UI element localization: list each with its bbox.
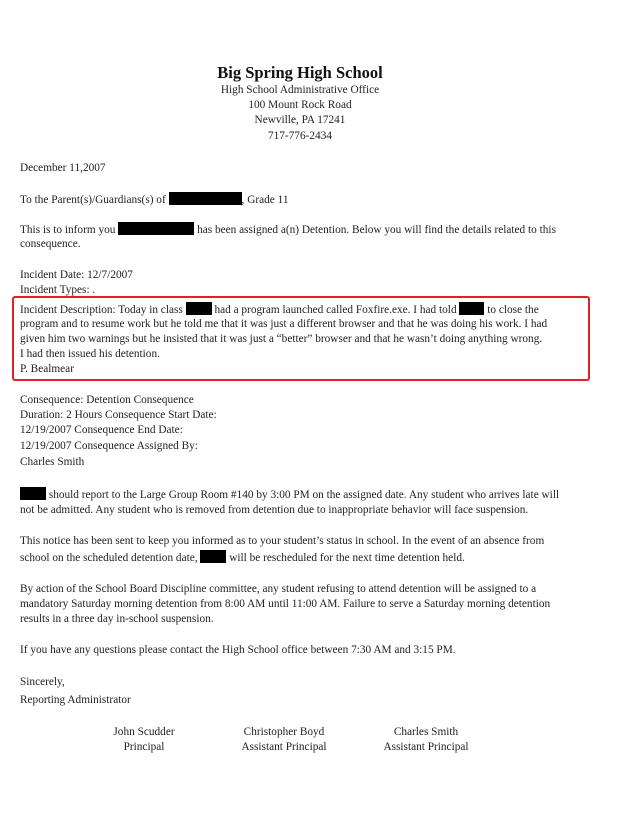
assigned-by: Charles Smith bbox=[20, 456, 85, 468]
inform-line-2: consequence. bbox=[20, 238, 81, 250]
redacted-student-name bbox=[459, 302, 484, 315]
signature-name: John Scudder bbox=[113, 726, 175, 738]
start-date: 12/19/2007 Consequence End Date: bbox=[20, 424, 183, 436]
office-name: High School Administrative Office bbox=[220, 84, 380, 96]
salutation-prefix: To the Parent(s)/Guardians(s) of bbox=[20, 194, 166, 206]
incident-types: Incident Types: . bbox=[20, 284, 96, 296]
signature-title: Assistant Principal bbox=[383, 741, 469, 753]
redacted-student-name bbox=[169, 192, 242, 205]
paragraph-notice-line-1: This notice has been sent to keep you informed as to your student’s status in school. In the event of an absence from bbox=[20, 535, 545, 547]
signature-name: Charles Smith bbox=[393, 726, 459, 738]
redacted-student-name bbox=[118, 222, 194, 235]
salutation bbox=[20, 192, 289, 208]
salutation-suffix: , Grade 11 bbox=[241, 194, 289, 206]
phone-number: 717-776-2434 bbox=[267, 130, 332, 142]
signature-assistant-principal-1 bbox=[224, 725, 344, 755]
paragraph-report-line-2: not be admitted. Any student who is removed from detention due to inappropriate behavior will face suspension. bbox=[20, 504, 529, 516]
description-part-b: had a program launched called Foxfire.exe. I had told bbox=[214, 304, 457, 316]
paragraph-policy-line-1: By action of the School Board Discipline committee, any student refusing to attend detention will be assigned to a bbox=[20, 583, 537, 595]
description-author: P. Bealmear bbox=[20, 363, 74, 375]
paragraph-policy-line-2: mandatory Saturday morning detention from 8:00 AM until 11:00 AM. Failure to serve a Saturday morning detention bbox=[20, 598, 551, 610]
description-part-a: Incident Description: Today in class bbox=[20, 304, 183, 316]
school-name: Big Spring High School bbox=[217, 63, 383, 82]
notice-part-a: school on the scheduled detention date, bbox=[20, 552, 198, 564]
paragraph-policy-line-3: results in a three day in-school suspension. bbox=[20, 613, 214, 625]
signature-principal bbox=[94, 725, 194, 755]
inform-prefix: This is to inform you bbox=[20, 224, 116, 236]
description-line-1 bbox=[20, 302, 539, 318]
closing-role: Reporting Administrator bbox=[20, 694, 131, 706]
end-date: 12/19/2007 Consequence Assigned By: bbox=[20, 440, 198, 452]
paragraph-notice-line-2 bbox=[20, 550, 465, 566]
redacted-student-name bbox=[200, 550, 226, 563]
consequence: Consequence: Detention Consequence bbox=[20, 394, 194, 406]
redacted-student-name bbox=[186, 302, 212, 315]
letter-date: December 11,2007 bbox=[20, 162, 106, 174]
report-text: should report to the Large Group Room #140 by 3:00 PM on the assigned date. Any student who arrives late will bbox=[48, 489, 560, 501]
inform-suffix: has been assigned a(n) Detention. Below you will find the details related to this bbox=[197, 224, 556, 236]
closing: Sincerely, bbox=[20, 676, 65, 688]
address-city: Newville, PA 17241 bbox=[254, 114, 346, 126]
paragraph-contact: If you have any questions please contact the High School office between 7:30 AM and 3:15 PM. bbox=[20, 644, 456, 656]
incident-date: Incident Date: 12/7/2007 bbox=[20, 269, 133, 281]
redacted-student-name bbox=[20, 487, 46, 500]
description-line-4: I had then issued his detention. bbox=[20, 348, 160, 360]
signature-title: Assistant Principal bbox=[241, 741, 327, 753]
duration: Duration: 2 Hours Consequence Start Date: bbox=[20, 409, 217, 421]
description-line-3: given him two warnings but he insisted that it was just a “better” browser and that he wasn’t doing anything wrong. bbox=[20, 333, 543, 345]
description-line-2: program and to resume work but he told me that it was just a different browser and that he was doing his work. I had bbox=[20, 318, 548, 330]
signature-assistant-principal-2 bbox=[366, 725, 486, 755]
address-street: 100 Mount Rock Road bbox=[248, 99, 352, 111]
description-part-c: to close the bbox=[487, 304, 539, 316]
notice-part-b: will be rescheduled for the next time detention held. bbox=[229, 552, 465, 564]
paragraph-report-line-1 bbox=[20, 487, 559, 503]
signature-name: Christopher Boyd bbox=[243, 726, 325, 738]
signature-title: Principal bbox=[123, 741, 165, 753]
inform-line bbox=[20, 222, 556, 238]
